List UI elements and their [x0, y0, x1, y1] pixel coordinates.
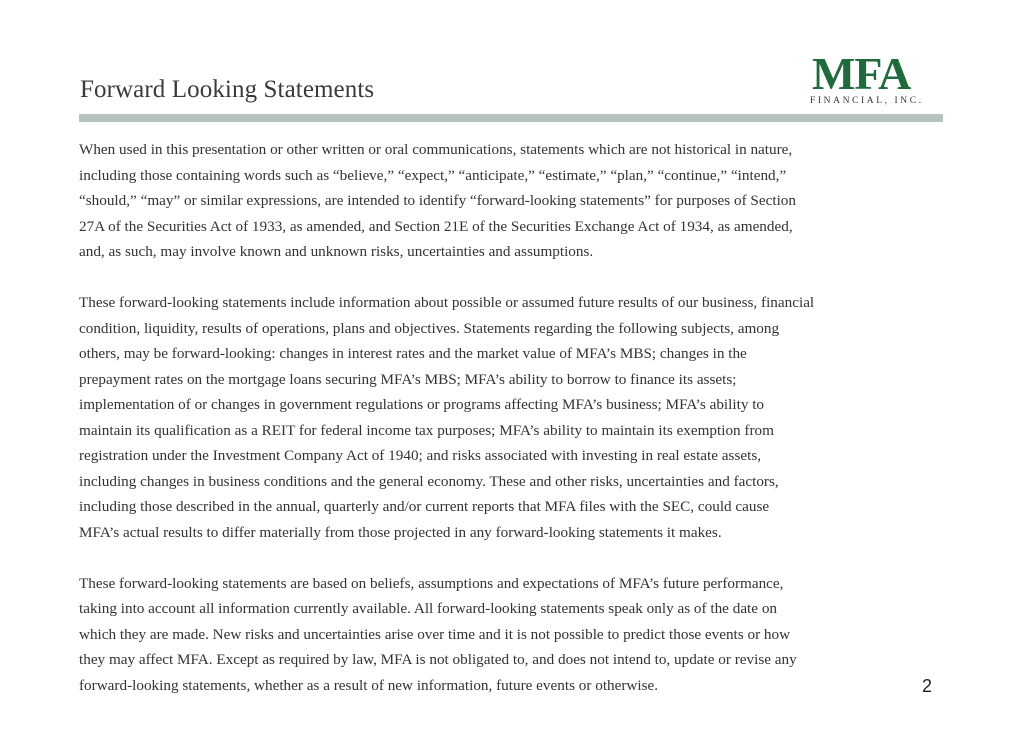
text-line: prepayment rates on the mortgage loans securing MFA’s MBS; MFA’s ability to borrow to finance its assets; [79, 370, 737, 388]
text-line: they may affect MFA. Except as required by law, MFA is not obligated to, and does not intend to, update or revise any [79, 651, 797, 668]
paragraph-1 [79, 137, 929, 265]
statement-body [79, 137, 929, 724]
text-line: taking into account all information currently available. All forward-looking statements speak only as of the date on [79, 600, 778, 617]
text-line: others, may be forward-looking: changes in interest rates and the market value of MFA’s MBS; changes in the [79, 345, 747, 362]
text-line: including changes in business conditions and the general economy. These and other risks, uncertainties and factors, [79, 472, 779, 490]
mfa-logo [810, 48, 940, 112]
paragraph-2 [79, 290, 929, 545]
text-line: condition, liquidity, results of operations, plans and objectives. Statements regarding the following subjects, among [79, 319, 780, 337]
text-line: forward-looking statements, whether as a result of new information, future events or otherwise. [79, 676, 659, 694]
logo-mark: MFA [812, 48, 911, 99]
slide-title: Forward Looking Statements [80, 76, 375, 103]
text-line: including those described in the annual, quarterly and/or current reports that MFA files with the SEC, could cause [79, 498, 770, 515]
text-line: implementation of or changes in government regulations or programs affecting MFA’s business; MFA’s ability to [79, 396, 765, 413]
page-number: 2 [922, 676, 933, 696]
logo-subtitle: FINANCIAL, INC. [810, 96, 924, 106]
text-line: and, as such, may involve known and unknown risks, uncertainties and assumptions. [79, 243, 594, 260]
text-line: These forward-looking statements include information about possible or assumed future results of our business, financial [79, 294, 815, 311]
text-line: When used in this presentation or other written or oral communications, statements which are not historical in nature, [79, 141, 793, 158]
paragraph-3 [79, 571, 929, 699]
text-line: which they are made. New risks and uncertainties arise over time and it is not possible to predict those events or how [79, 625, 791, 643]
text-line: These forward-looking statements are based on beliefs, assumptions and expectations of MFA’s future performance, [79, 574, 784, 592]
text-line: registration under the Investment Company Act of 1940; and risks associated with investing in real estate assets, [79, 447, 762, 464]
text-line: including those containing words such as “believe,” “expect,” “anticipate,” “estimate,” “plan,” “continue,” “intend,” [79, 166, 787, 184]
text-line: maintain its qualification as a REIT for federal income tax purposes; MFA’s ability to maintain its exemption from [79, 421, 774, 439]
text-line: 27A of the Securities Act of 1933, as amended, and Section 21E of the Securities Exchange Act of 1934, as amended, [79, 217, 793, 235]
title-divider [79, 114, 943, 122]
text-line: “should,” “may” or similar expressions, are intended to identify “forward-looking statements” for purposes of Section [79, 192, 796, 209]
text-line: MFA’s actual results to differ materially from those projected in any forward-looking statements it makes. [79, 523, 722, 541]
